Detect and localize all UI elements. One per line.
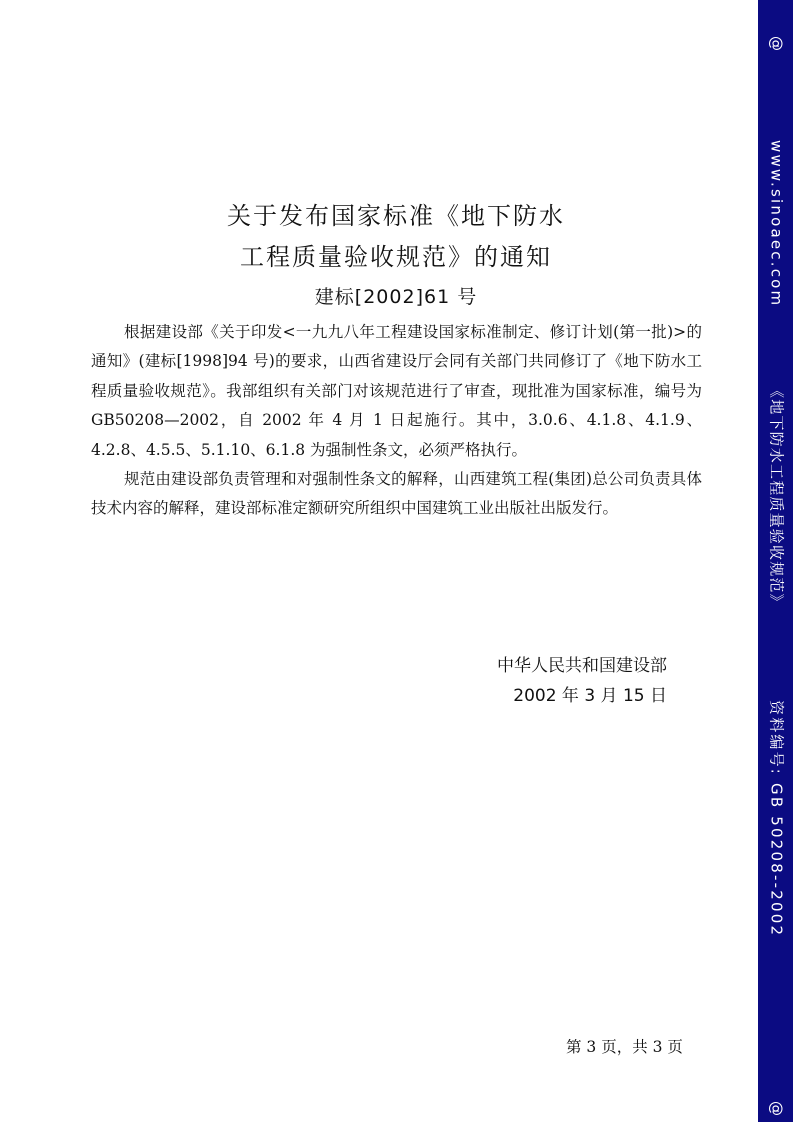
sidebar-at-symbol-top: @ xyxy=(767,36,785,53)
sidebar-document-code: 资料编号: GB 50208--2002 xyxy=(767,700,785,938)
signature-date: 2002 年 3 月 15 日 xyxy=(513,686,667,706)
document-body xyxy=(91,318,702,524)
watermark-sidebar xyxy=(758,0,793,1122)
document-number: 建标[2002]61 号 xyxy=(314,286,478,308)
document-title-line-2: 工程质量验收规范》的通知 xyxy=(240,243,552,271)
sidebar-website-link[interactable]: www.sinoaec.com xyxy=(767,140,785,308)
sidebar-document-title: 《地下防水工程质量验收规范》 xyxy=(767,383,785,610)
body-paragraph-1: 根据建设部《关于印发<一九九八年工程建设国家标准制定、修订计划(第一批)>的通知》(建标[1998]94 号)的要求，山西省建设厅会同有关部门共同修订了《地下防水工程质量验收规范》。我部组织有关部门对该规范进行了审查，现批准为国家标准，编号为 GB50208—2002，自 2002 年 4 月 1 日起施行。其中，3.0.6、4.1.8、4.1.9、4.2.8、4.5.5、5.1.10、6.1.8 为强制性条文，必须严格执行。 xyxy=(91,323,702,459)
body-paragraph-2: 规范由建设部负责管理和对强制性条文的解释，山西建筑工程(集团)总公司负责具体技术内容的解释，建设部标准定额研究所组织中国建筑工业出版社出版发行。 xyxy=(91,470,702,518)
document-title-line-1: 关于发布国家标准《地下防水 xyxy=(227,202,565,230)
signature-organization: 中华人民共和国建设部 xyxy=(497,656,667,676)
page-number: 第 3 页，共 3 页 xyxy=(566,1038,683,1056)
sidebar-at-symbol-bottom: @ xyxy=(767,1101,785,1118)
